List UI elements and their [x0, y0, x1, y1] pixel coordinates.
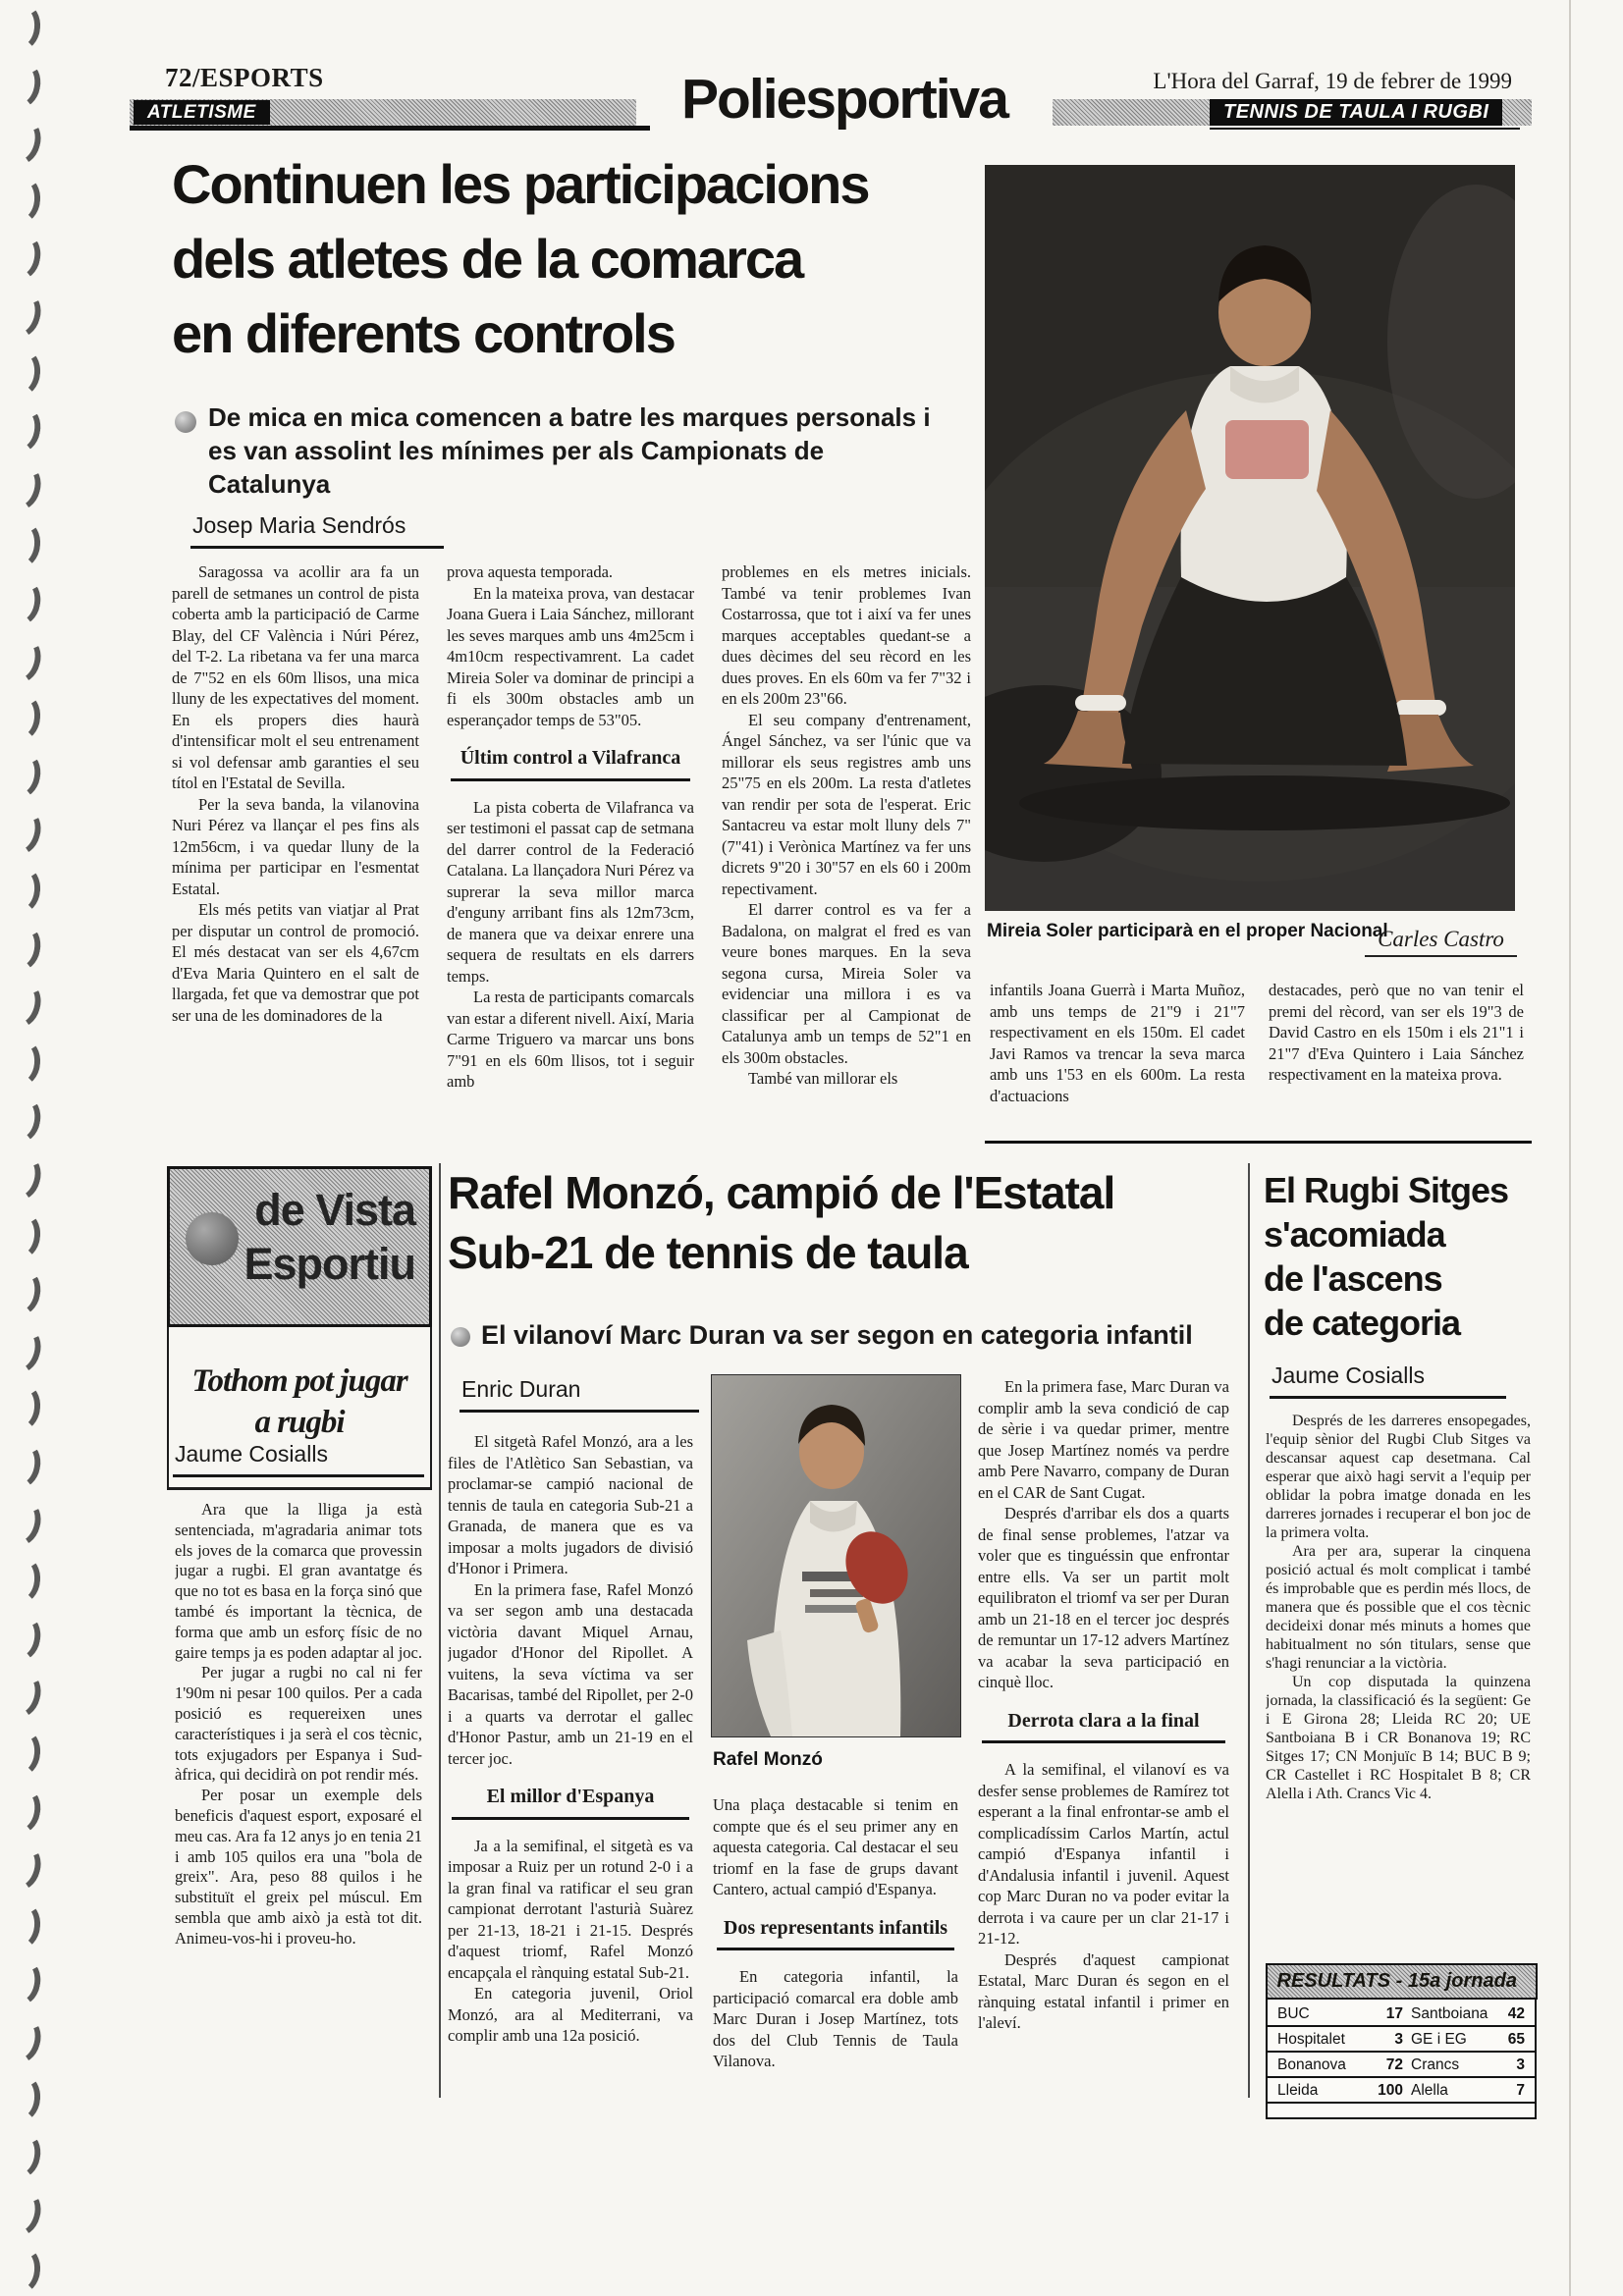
binding-ring [4, 1555, 43, 1604]
paragraph: destacades, però que no van tenir el premi del rècord, van ser els 19"3 de David Castro en els 150m i els 21"1 i 21"7 d'Eva Quintero i Laia Sánchez respectivament en la mateixa prova. [1269, 981, 1524, 1084]
rugby-byline: Jaume Cosialls [1270, 1362, 1506, 1399]
paragraph: En categoria infantil, la participació comarcal era doble amb Marc Duran i Josep Martínez, tots dos del Club Tennis de Taula Vilanova. [713, 1967, 958, 2070]
paragraph: En la primera fase, Marc Duran va complir amb la seva condició de cap de sèrie i va quedar primer, mentre que Josep Martínez només va perdre amb Pere Navarro, company de Duran en el CAR de Sant Cugat. [978, 1377, 1229, 1502]
binding-ring [2, 403, 44, 455]
binding-ring [4, 347, 43, 397]
crosshead-dos-representants: Dos representants infantils [717, 1918, 954, 1951]
crosshead-derrota-clara: Derrota clara a la final [982, 1711, 1225, 1744]
binding-ring [4, 1900, 43, 1949]
opinion-box-title: de Vista Esportiu [243, 1185, 415, 1289]
page-section-label: 72/ESPORTS [165, 63, 324, 92]
binding-ring [0, 115, 46, 169]
paragraph: problemes en els metres inicials. També va tenir problemes Ivan Costarrossa, que tot i així va fer unes marques acceptables quedant-se a dues dècimes del seu rècord en les dues proves. En els 60m va fer 7"32 i en els 200m 23"66. [722, 562, 971, 708]
binding-ring [0, 460, 46, 514]
binding-ring [2, 2129, 44, 2181]
crosshead-ultim-control: Últim control a Vilafranca [451, 748, 690, 781]
main-subhead: De mica en mica comencen a batre les marques personals i es van assolint les mínimes per als Campionats de Catalunya [208, 402, 931, 499]
paragraph: Ara per ara, superar la cinquena posició actual és molt complicat i també és improbable que es perdin més llocs, de manera que és possible que el cos tècnic decideixi donar més minuts a homes que habitualment no són titulars, sense que s'hagi renunciar a la victòria. [1266, 1543, 1531, 1672]
binding-ring [0, 805, 46, 859]
tennis-rugbi-section-badge: TENNIS DE TAULA I RUGBI [1210, 99, 1502, 126]
paragraph: infantils Joana Guerrà i Marta Muñoz, amb uns temps de 21"9 i 21"7 respectivament en els 150m. El cadet Javi Ramos va trencar la seva marca amb uns 1'53 en els 600m. La resta d'actuacions [990, 981, 1245, 1105]
binding-ring [0, 1150, 46, 1204]
table-row: BUC 17 Santboiana 42 [1268, 2002, 1535, 2027]
binding-ring [0, 1668, 46, 1722]
crosshead-millor-espanya: El millor d'Espanya [452, 1787, 689, 1820]
binding-ring [2, 1439, 44, 1491]
tt-col2 [713, 1794, 958, 2099]
table-row: Hospitalet 3 GE i EG 65 [1268, 2027, 1535, 2053]
paragraph: Després d'arribar els dos a quarts de final sense problemes, l'atzar va voler que es tinguéssin que enfrontar entre ells. Va ser un partit molt equilibraton el triomf va ser per Duran amb un 21-18 en el tercer joc després de remuntar un 17-12 advers Martínez va acabar la seva participació en cinquè lloc. [978, 1504, 1229, 1691]
binding-ring [0, 1496, 46, 1550]
binding-ring [4, 1383, 43, 1432]
main-article-cont-col1 [990, 980, 1245, 1127]
paragraph: Saragossa va acollir ara fa un parell de setmanes un control de pista coberta amb la participació de Carme Blay, del CF València i Núri Pérez, del T-2. La ribetana va fer una marca de 7"52 en els 60m llisos, una mica lluny de les expectatives del moment. En els propers dies haurà d'intensificar molt el seu entrenament si vol defensar amb garanties el seu títol en l'Estatal de Sevilla. [172, 562, 419, 792]
binding-ring [2, 1094, 44, 1146]
binding-ring [4, 2073, 43, 2122]
paragraph: El seu company d'entrenament, Ángel Sánchez, va ser l'únic que va millorar els seus registres amb uns 25"75 en els 200m. La resta d'atletes van rendir per sota de l'esperat. Eric Santacreu va estar molt lluny dels 7" (7"41) i Verònica Martínez va fer uns dicrets 9"20 i 30"57 en els 60 i 200m repectivament. [722, 710, 971, 898]
binding-ring [2, 1612, 44, 1664]
subhead-bullet-icon [175, 411, 196, 433]
binding-ring [2, 231, 44, 283]
main-article-cont-col2 [1269, 980, 1524, 1127]
tt-byline: Enric Duran [460, 1376, 699, 1413]
paragraph: Després d'aquest campionat Estatal, Marc Duran és segon en el rànquing estatal infantil i primer en l'aleví. [978, 1949, 1229, 2032]
column-separator [1248, 1163, 1250, 2098]
paragraph: Una plaça destacable si tenim en compte que és el seu primer any en aquesta categoria. Cal destacar el seu triomf en la fase de grups davant Cantero, actual campió d'Espanya. [713, 1795, 958, 1898]
paragraph: Per la seva banda, la vilanovina Nuri Pérez va llançar el pes fins als 12m56cm, i va quedar lluny de la mínima per participar en l'esmentat Estatal. [172, 794, 419, 898]
athletics-photo-credit: Carles Castro [1365, 927, 1517, 957]
binding-ring [4, 1210, 43, 1259]
opinion-body [175, 1500, 422, 2099]
tt-photo-caption: Rafel Monzó [713, 1749, 823, 1770]
paragraph: Després de les darreres ensopegades, l'equip sènior del Rugbi Club Sitges va descansar aquest cap desetmana. Cal esperar que això hagi servit a l'equip per oblidar la pobra imatge donada en les darreres jornades i recuperar el bon joc de la primera volta. [1266, 1413, 1531, 1541]
results-table-title: RESULTATS - 15a jornada [1266, 1963, 1538, 2000]
binding-ring [0, 1323, 46, 1377]
tt-subhead-bullet-icon [451, 1327, 470, 1347]
poliesportiva-title: Poliesportiva [636, 65, 1053, 128]
atletisme-section-badge: ATLETISME [134, 100, 270, 125]
tt-headline: Rafel Monzó, campió de l'Estatal Sub-21 de tennis de taula [448, 1167, 1115, 1278]
tt-col1 [448, 1431, 693, 2099]
opinion-circle-icon [186, 1212, 239, 1265]
binding-ring [4, 520, 43, 569]
binding-ring [4, 2246, 43, 2295]
masthead-dateline: L'Hora del Garraf, 19 de febrer de 1999 [1153, 69, 1512, 93]
binding-ring [2, 59, 44, 111]
binding-ring [2, 1266, 44, 1318]
table-row: Lleida 100 Alella 7 [1268, 2078, 1535, 2104]
table-row: Bonanova 72 Crancs 3 [1268, 2053, 1535, 2078]
paragraph: Els més petits van viatjar al Prat per disputar un control de promoció. El més destacat van ser els 4,67cm d'Eva Maria Quintero en el salt de llargada, fet que va demostrar que pot ser una de les dominadores de la [172, 900, 419, 1025]
binding-ring [4, 2, 43, 51]
paragraph: La resta de participants comarcals van estar a diferent nivell. Així, Maria Carme Triguero va marcar uns bons 7"91 en els 60m llisos, tot i seguir amb [447, 988, 694, 1091]
opinion-byline: Jaume Cosialls [173, 1441, 424, 1477]
binding-ring [2, 749, 44, 801]
binding-ring [2, 1785, 44, 1837]
opinion-headline: Tothom pot jugar a rugbi [191, 1363, 407, 1440]
header-rule-left [130, 126, 650, 131]
paragraph: Ja a la semifinal, el sitgetà es va imposar a Ruiz per un rotund 2-0 i a la gran final va ratificar el seu gran campionat derrotant l'asturià Suàrez per 21-13, 18-21 i 21-15. Després d'aquest triomf, Rafel Monzó encapçala el rànquing estatal Sub-21. [448, 1836, 693, 1982]
rugby-headline: El Rugbi Sitges s'acomiada de l'ascens de categoria [1264, 1170, 1509, 1343]
tt-col3 [978, 1376, 1229, 2099]
binding-ring [0, 2013, 46, 2067]
main-article-col3 [722, 561, 971, 1129]
binding-ring [0, 633, 46, 687]
binding-ring [2, 1956, 44, 2008]
athletics-photo [985, 165, 1515, 911]
rugby-body [1266, 1412, 1531, 1953]
paragraph: A la semifinal, el vilanoví es va desfer sense problemes de Ramírez tot esperant a la final enfrontar-se amb el complicadíssim Carlos Martín, actul campió d'Espanya infantil i d'Andalusia infantil i juvenil. Aquest cop Marc Duran no va poder evitar la derrota i va caure per un clar 21-17 i 21-12. [978, 1760, 1229, 1948]
paragraph: Per posar un exemple dels beneficis d'aquest esport, exposaré el meu cas. Ara fa 12 anys jo en tenia 21 i amb 105 quilos era una "bola de greix". Ara, peso 88 quilos i he substituït el greix pel múscul. Em sembla que amb això ja està tot dit. Animeu-vos-hi i proveu-ho. [175, 1786, 422, 1948]
binding-ring [4, 865, 43, 914]
binding-ring [0, 288, 46, 342]
athletics-photo-caption: Mireia Soler participarà en el proper Nacional [987, 921, 1388, 941]
tt-subhead: El vilanoví Marc Duran va ser segon en categoria infantil [481, 1320, 1193, 1350]
paragraph: Ara que la lliga ja està sentenciada, m'agradaria animar tots els joves de la comarca que provessin jugar a rugbi. El gran avantatge és que no tot es basa en la força sinó que també és important la tècnica, de forma que amb un esforç físic de no gaire temps ja es poden adaptar al joc. [175, 1500, 422, 1662]
de-vista-esportiu-box [167, 1166, 432, 1327]
binding-ring [4, 1728, 43, 1777]
binding-ring [0, 1841, 46, 1895]
binding-ring [2, 576, 44, 628]
section-divider-rule [985, 1141, 1532, 1144]
main-byline: Josep Maria Sendrós [190, 512, 444, 549]
paragraph: El sitgetà Rafel Monzó, ara a les files de l'Atlètico San Sebastian, va proclamar-se campió nacional de tennis de taula en categoria Sub-21 a Granada, de manera que es va imposar a molts jugadors de divisió d'Honor i Primera. [448, 1432, 693, 1577]
main-article-col2 [447, 561, 694, 1129]
binding-ring [4, 1038, 43, 1087]
paragraph: Per jugar a rugbi no cal ni fer 1'90m ni pesar 100 quilos. Per a cada posició es requereixen unes característiques i ja serà el cos tècnic, tots exjugadors per Espanya i Sud-àfrica, qui decidirà on pot rendir més. [175, 1663, 422, 1785]
binding-ring [4, 175, 43, 224]
paragraph: El darrer control es va fer a Badalona, on malgrat el fred es van veure bones marques. En la seva segona cursa, Mireia Soler va evidenciar una millora i es va classificar per al Campionat de Catalunya amb un temps de 52"1 en els 300m obstacles. [722, 900, 971, 1067]
main-article-col1 [172, 561, 419, 1129]
table-tennis-photo [711, 1374, 961, 1737]
column-separator [439, 1163, 441, 2098]
header-rule-right [1210, 128, 1520, 130]
binding-ring [2, 922, 44, 974]
paragraph: En la primera fase, Rafel Monzó va ser segon amb una destacada victòria davant Miquel Arnau, jugador d'Honor del Ripollet. A vuitens, la seva víctima va ser Bacarisas, també del Ripollet, per 2-0 i a quarts va derrotar el gallec d'Honor Pastur, amb un 21-19 en el tercer joc. [448, 1579, 693, 1768]
paragraph: En la mateixa prova, van destacar Joana Guera i Laia Sánchez, millorant les seves marques amb uns 4m25cm i 4m10cm respectivamrent. La cadet Mireia Soler va dominar de principi a fi els 300m obstacles amb un esperançador temps de 53"05. [447, 583, 694, 729]
paragraph: En categoria juvenil, Oriol Monzó, ara al Mediterrani, va complir amb una 12a posició. [448, 1984, 693, 2045]
scan-edge-artifact [1569, 0, 1571, 2296]
paragraph: La pista coberta de Vilafranca va ser testimoni el passat cap de setmana del darrer control de la Federació Catalana. La llançadora Nuri Pérez va suprerar la seva millor marca d'enguny arribant fins als 12m73cm, de manera que va deixar enrere una sequera de resultats en els darrers temps. [447, 797, 694, 986]
results-table [1266, 1963, 1537, 2119]
paragraph: prova aquesta temporada. [447, 562, 614, 581]
binding-ring [0, 978, 46, 1032]
binding-ring [0, 2186, 46, 2240]
binding-ring [4, 692, 43, 741]
main-headline: Continuen les participacions dels atletes de la comarca en diferents controls [172, 153, 869, 364]
paragraph: Un cop disputada la quinzena jornada, la classificació és la següent: Ge i E Girona 28; Lleida RC 20; UE Santboiana B i CR Bonanova 19; RC Sitges 17; CN Monjuïc B 14; BUC B 9; CR Castellet i RC Hospitalet B 8; CR Alella i Ath. Crancs Vic 4. [1266, 1674, 1531, 1802]
paragraph: També van millorar els [748, 1069, 898, 1088]
